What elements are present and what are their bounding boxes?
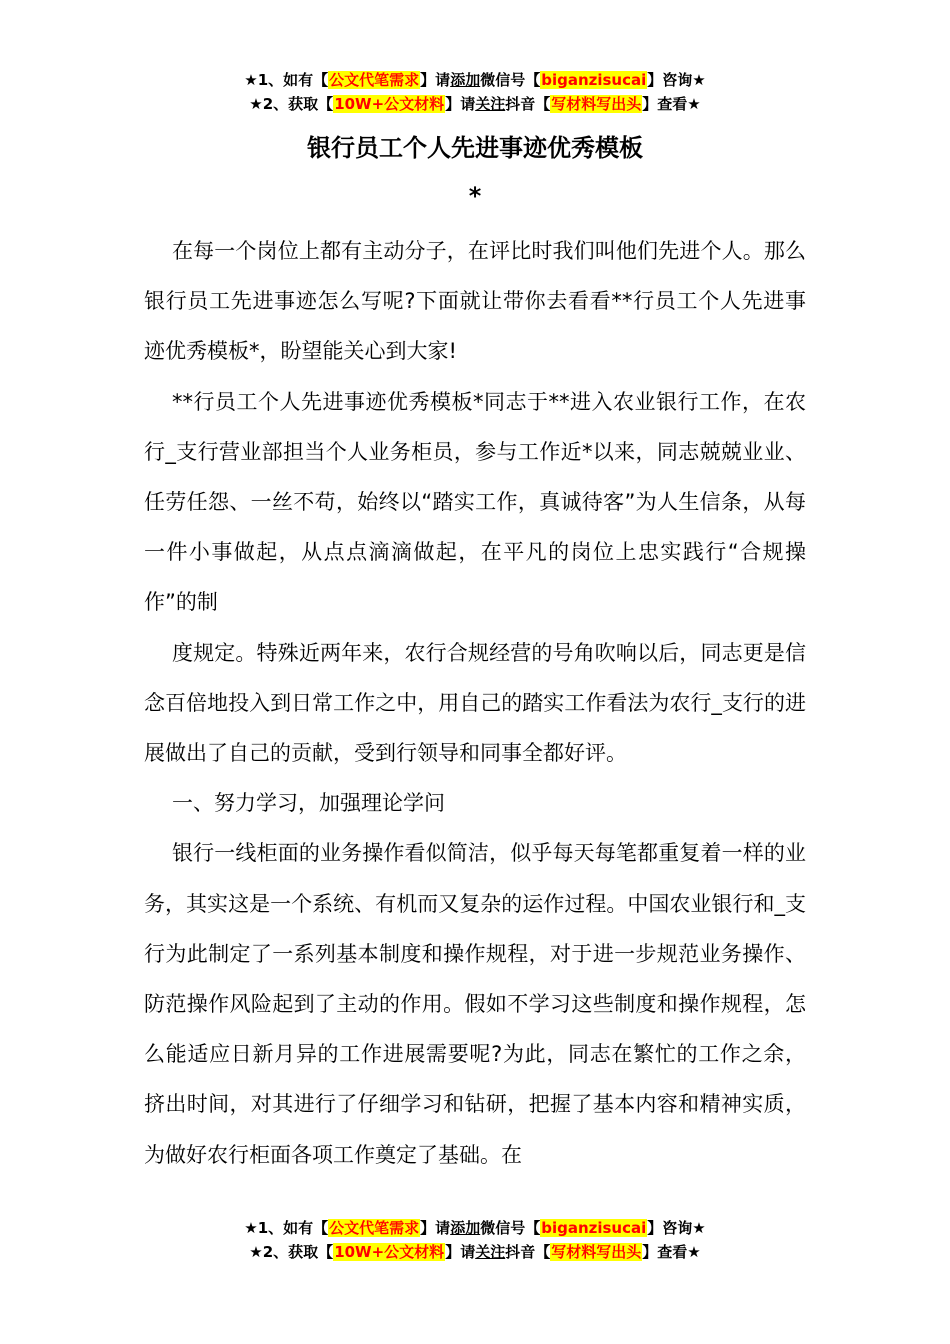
highlight-materials: 10W+公文材料 bbox=[334, 1243, 445, 1261]
document-body bbox=[144, 226, 806, 1180]
section-heading: 一、努力学习，加强理论学问 bbox=[172, 791, 445, 816]
promo-line-2 bbox=[0, 1240, 950, 1264]
title-asterisk: * bbox=[468, 182, 482, 210]
promo-text: 抖音【 bbox=[505, 95, 551, 113]
promo-text: 】请 bbox=[445, 1243, 476, 1261]
promo-text: ★1、如有【 bbox=[244, 1219, 329, 1237]
promo-emphasis: 关注 bbox=[475, 95, 506, 113]
promo-text: 微信号【 bbox=[480, 1219, 541, 1237]
promo-text: 微信号【 bbox=[480, 71, 541, 89]
promo-emphasis: 添加 bbox=[450, 1219, 481, 1237]
promo-line-1 bbox=[0, 1216, 950, 1240]
promo-text: 】请 bbox=[420, 1219, 451, 1237]
promo-emphasis: 关注 bbox=[475, 1243, 506, 1261]
promo-banner-bottom bbox=[0, 1216, 950, 1264]
highlight-materials: 10W+公文材料 bbox=[334, 95, 445, 113]
highlight-service: 公文代笔需求 bbox=[329, 1219, 420, 1237]
douyin-id: 写材料写出头 bbox=[551, 1243, 642, 1261]
promo-text: ★1、如有【 bbox=[244, 71, 329, 89]
promo-text: 】请 bbox=[445, 95, 476, 113]
promo-text: 】查看★ bbox=[642, 95, 701, 113]
promo-text: ★2、获取【 bbox=[249, 95, 334, 113]
wechat-id: biganzisucai bbox=[541, 1219, 647, 1237]
promo-text: ★2、获取【 bbox=[249, 1243, 334, 1261]
promo-banner-top bbox=[0, 68, 950, 116]
paragraph: **行员工个人先进事迹优秀模板*同志于**进入农业银行工作，在农行_支行营业部担当个人业务柜员，参与工作近*以来，同志兢兢业业、任劳任怨、一丝不苟，始终以“踏实工作，真诚待客”为人生信条，从每一件小事做起，从点点滴滴做起，在平凡的岗位上忠实践行“合规操作”的制 bbox=[144, 389, 806, 615]
paragraph: 度规定。特殊近两年来，农行合规经营的号角吹响以后，同志更是信念百倍地投入到日常工作之中，用自己的踏实工作看法为农行_支行的进展做出了自己的贡献，受到行领导和同事全都好评。 bbox=[144, 640, 806, 766]
promo-line-1 bbox=[0, 68, 950, 92]
promo-text: 】咨询★ bbox=[647, 1219, 706, 1237]
promo-text: 】咨询★ bbox=[647, 71, 706, 89]
paragraph: 在每一个岗位上都有主动分子，在评比时我们叫他们先进个人。那么银行员工先进事迹怎么写呢?下面就让带你去看看**行员工个人先进事迹优秀模板*，盼望能关心到大家! bbox=[144, 239, 806, 364]
promo-text: 抖音【 bbox=[505, 1243, 551, 1261]
promo-text: 】请 bbox=[420, 71, 451, 89]
paragraph: 银行一线柜面的业务操作看似简洁，似乎每天每笔都重复着一样的业务，其实这是一个系统、有机而又复杂的运作过程。中国农业银行和_支行为此制定了一系列基本制度和操作规程，对于进一步规范业务操作、防范操作风险起到了主动的作用。假如不学习这些制度和操作规程，怎么能适应日新月异的工作进展需要呢?为此，同志在繁忙的工作之余，挤出时间，对其进行了仔细学习和钻研，把握了基本内容和精神实质，为做好农行柜面各项工作奠定了基础。在 bbox=[144, 841, 806, 1167]
promo-text: 】查看★ bbox=[642, 1243, 701, 1261]
document-title: 银行员工个人先进事迹优秀模板 bbox=[307, 134, 643, 162]
promo-emphasis: 添加 bbox=[450, 71, 481, 89]
promo-line-2 bbox=[0, 92, 950, 116]
douyin-id: 写材料写出头 bbox=[551, 95, 642, 113]
wechat-id: biganzisucai bbox=[541, 71, 647, 89]
highlight-service: 公文代笔需求 bbox=[329, 71, 420, 89]
